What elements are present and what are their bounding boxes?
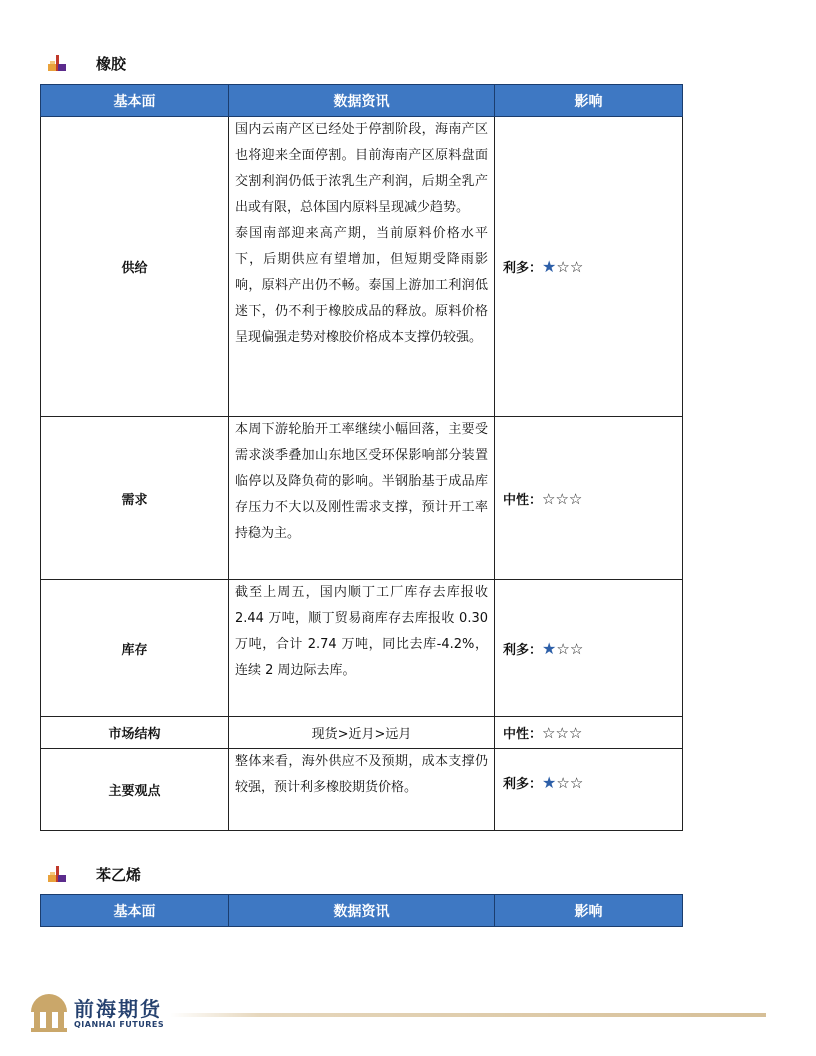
- rubber-fundamentals-table: [40, 84, 683, 831]
- info-paragraph: 截至上周五，国内顺丁工厂库存去库报收 2.44 万吨，顺丁贸易商库存去库报收 0.30 万吨，合计 2.74 万吨，同比去库-4.2%，连续 2 周边际去库。: [235, 585, 488, 678]
- impact-label: 利多：: [503, 642, 543, 658]
- styrene-fundamentals-table: [40, 894, 683, 927]
- section-title: 苯乙烯: [96, 866, 142, 884]
- empty-star-icon: ☆: [569, 774, 584, 792]
- impact-rating: [542, 724, 583, 742]
- impact-label: 利多：: [503, 261, 543, 276]
- impact-label: 中性：: [503, 492, 543, 508]
- empty-star-icon: ☆: [542, 489, 556, 508]
- footer-divider: [170, 1013, 766, 1017]
- section-bullet-icon: [48, 55, 66, 73]
- info-paragraph: 泰国南部迎来高产期，当前原料价格水平下，后期供应有望增加，但短期受降雨影响，原料产出仍不畅。泰国上游加工利润低迷下，仍不利于橡胶成品的释放。原料价格呈现偏强走势对橡胶价格成本支撑仍较强。: [235, 226, 488, 345]
- empty-star-icon: ☆: [569, 639, 584, 658]
- filled-star-icon: ★: [542, 773, 557, 792]
- row-label: 供给: [41, 117, 229, 417]
- empty-star-icon: ☆: [556, 639, 570, 658]
- impact-rating: [542, 489, 583, 508]
- info-cell: [229, 580, 495, 717]
- impact-cell: [495, 749, 683, 831]
- info-paragraph: 本周下游轮胎开工率继续小幅回落，主要受需求淡季叠加山东地区受环保影响部分装置临停以及降负荷的影响。半钢胎基于成品库存压力不大以及刚性需求支撑，预计开工率持稳为主。: [235, 422, 488, 541]
- impact-label: 利多：: [503, 777, 543, 792]
- row-label: 需求: [41, 417, 229, 580]
- column-header-info: 数据资讯: [229, 85, 495, 117]
- info-paragraph: 国内云南产区已经处于停割阶段，海南产区也将迎来全面停割。目前海南产区原料盘面交割利润仍低于浓乳生产利润，后期全乳产出或有限，总体国内原料呈现减少趋势。: [235, 122, 488, 215]
- empty-star-icon: ☆: [555, 724, 569, 742]
- row-label: 主要观点: [41, 749, 229, 831]
- empty-star-icon: ☆: [568, 489, 583, 508]
- info-cell: [229, 417, 495, 580]
- row-label: 市场结构: [41, 717, 229, 749]
- table-row: [41, 117, 683, 417]
- info-cell: 现货>近月>远月: [229, 717, 495, 749]
- empty-star-icon: ☆: [556, 258, 570, 276]
- logo-emblem-icon: [30, 994, 68, 1032]
- column-header-fundamental: 基本面: [41, 895, 229, 927]
- impact-label: 中性：: [503, 727, 543, 742]
- table-row: [41, 717, 683, 749]
- info-cell: [229, 749, 495, 831]
- filled-star-icon: ★: [542, 638, 557, 658]
- logo-chinese-name: 前海期货: [74, 996, 162, 1021]
- impact-cell: [495, 417, 683, 580]
- impact-cell: [495, 580, 683, 717]
- empty-star-icon: ☆: [555, 489, 569, 508]
- section-bullet-icon: [48, 866, 66, 884]
- impact-cell: [495, 117, 683, 417]
- impact-rating: [542, 773, 584, 792]
- column-header-fundamental: 基本面: [41, 85, 229, 117]
- table-row: [41, 417, 683, 580]
- column-header-impact: 影响: [495, 85, 683, 117]
- company-logo: [30, 994, 164, 1032]
- info-paragraph: 整体来看，海外供应不及预期，成本支撑仍较强，预计利多橡胶期货价格。: [235, 754, 488, 795]
- empty-star-icon: ☆: [556, 774, 570, 792]
- logo-english-name: QIANHAI FUTURES: [74, 1019, 165, 1029]
- section-title: 橡胶: [96, 55, 127, 73]
- section-heading-rubber: [48, 53, 126, 74]
- filled-star-icon: ★: [542, 257, 557, 276]
- empty-star-icon: ☆: [568, 724, 583, 742]
- impact-cell: [495, 717, 683, 749]
- impact-rating: [542, 638, 584, 658]
- empty-star-icon: ☆: [542, 724, 556, 742]
- column-header-info: 数据资讯: [229, 895, 495, 927]
- column-header-impact: 影响: [495, 895, 683, 927]
- table-row: [41, 580, 683, 717]
- empty-star-icon: ☆: [569, 258, 584, 276]
- impact-rating: [542, 257, 584, 276]
- row-label: 库存: [41, 580, 229, 717]
- info-cell: [229, 117, 495, 417]
- table-row: [41, 749, 683, 831]
- section-heading-styrene: [48, 864, 141, 885]
